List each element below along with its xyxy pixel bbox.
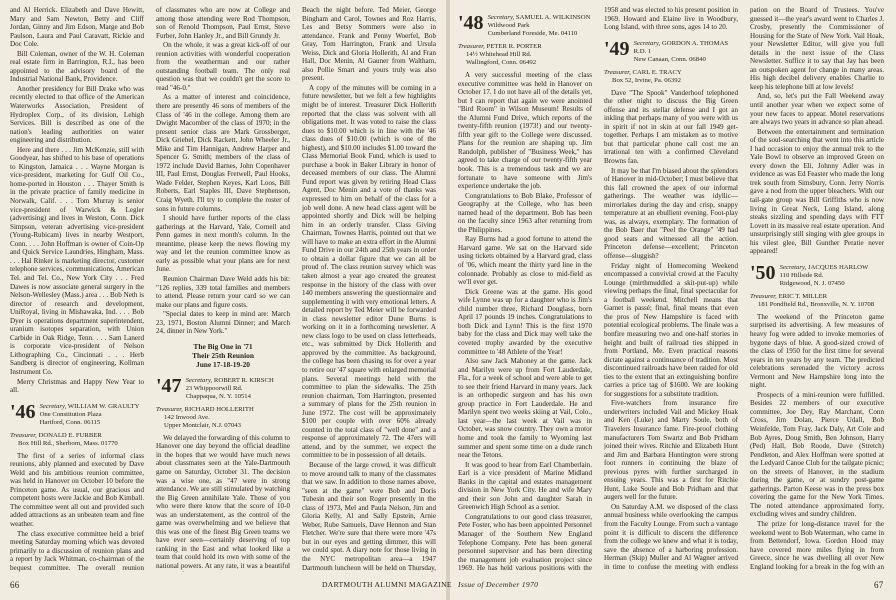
treasurer-info bbox=[156, 406, 290, 430]
reunion-notice-line: The Big One in '71 bbox=[193, 341, 253, 351]
secretary-label: Secretary, bbox=[487, 14, 515, 21]
article-paragraph: Merry Christmas and Happy New Year to all. bbox=[10, 377, 144, 395]
article-paragraph: And, so, let's put the Fall Weekend away until another year when we expect some of your new faces to appear. Motel reservations are always two years in advance so plan ahead. bbox=[750, 92, 884, 127]
article-paragraph: and Al Herrick. Elizabeth and Dave Hewitt, Mary and Sam Newton, Betty and Cliff Jordan, Ginny and Jim Edson, Marge and Bob Paulson, Laura and Paul Caravatt, Rickie and Doc Cole. bbox=[10, 6, 144, 49]
article-paragraph: Another presidency for Bill Drake who was recently elected to that office of the American Waterworks Association, President of Hydroplex Corp., of its division, Lehigh Services. Bill is described as one of the nation's leading authorities on water engineering and distribution. bbox=[10, 84, 144, 145]
secretary-address: One Constitution Plaza bbox=[39, 410, 102, 418]
column-1 bbox=[10, 6, 144, 572]
class-secretary-info bbox=[186, 377, 274, 401]
page-number-left: 66 bbox=[10, 580, 20, 590]
column-5 bbox=[604, 6, 738, 572]
column-6 bbox=[750, 6, 884, 572]
article-paragraph: Ray Burns had a good fortune to attend the Harvard game. We sat on the Harvard side using tickets obtained by a Harvard grad, class of '06, which meant the thirty yard line in the colonnade. Probably as close to mid-field as we'll ever get. bbox=[458, 235, 592, 287]
class-year: '48 bbox=[458, 12, 484, 34]
secretary-label: Secretary, bbox=[633, 39, 661, 47]
treasurer-info bbox=[604, 69, 738, 85]
article-paragraph: On the whole, it was a great kick-off of our reunion activities with wonderful cooperation from the weatherman and our rather outstanding football team. The only real question was that we couldn't get the score to read "46-0." bbox=[156, 41, 290, 92]
class-secretary-info bbox=[488, 14, 591, 38]
reunion-notice-line: Their 25th Reunion bbox=[192, 350, 254, 360]
class-secretary-info bbox=[634, 40, 729, 64]
treasurer-address: 142 Inwood Ave. bbox=[164, 413, 210, 421]
article-paragraph: pation on the Board of Trustees. You've guessed it—the year's award went to Charles J. Crosby, presently the Commissioner of Housing for the State of New York. Vail Hoak, your Newsletter Editor, will give you full details in the next issue of the Class Newsletter. Suffice it to say that Jay has been an outspoken agent for change in many areas. His high decibel delivery enables Charlie to keep his telephone bill at low levels! bbox=[750, 6, 884, 91]
treasurer-city: Upper Montclair, N.J. 07043 bbox=[164, 421, 241, 429]
article-paragraph: 1958 and was elected to his present position in 1969. Howard and Elaine live in Woodbury, Long Island, with three sons, ages 14 to 20. bbox=[604, 6, 738, 32]
article-paragraph: Reunion Chairman Dave Weld adds his bit: "126 replies, 339 total families and members to attend. Please return your card so we can make our plans and figure costs. bbox=[156, 274, 290, 309]
treasurer-address: 181 Pondfield Rd., Bronxville, N. Y. 10708 bbox=[758, 300, 875, 308]
article-paragraph: It was good to hear from Earl Chamberlain. Earl is a vice president of Marine Midland Banks in the capital and estates management division in New York City. He and wife Mary and their son John and daughter Sarah in Greenwich High School as a senior. bbox=[458, 460, 592, 512]
class-heading bbox=[10, 400, 144, 427]
secretary-line: Secretary, GORDON A. THOMAS bbox=[633, 39, 729, 47]
issue-date-footer: Issue of December 1970 bbox=[458, 580, 539, 589]
treasurer-line: Treasurer, CARL E. TRACY bbox=[604, 68, 682, 76]
class-heading bbox=[458, 14, 592, 38]
article-paragraph: "Special dates to keep in mind are: March 23, 1971, Boston Alumni Dinner; and March 24, dinner in New York." bbox=[156, 310, 290, 336]
treasurer-info bbox=[10, 432, 144, 448]
treasurer-line: Treasurer, ERIC T. MILLER bbox=[750, 292, 828, 300]
secretary-line: Secretary, JACQUES HARLOW bbox=[779, 263, 869, 271]
secretary-city: Chappaqua, N. Y. 10514 bbox=[185, 392, 251, 400]
article-paragraph: Friday night of Homecoming Weekend encompassed a convivial crowd at the Faculty Lounge (mirthmuddled a skit-put-up) while viewing perhaps the final, final spectacular for a football weekend. Mitchell means that Garnet is passé; final, final means that even the pros of New Hampshire is faced with potential ecological problems. The finale was a bonfire measuring two and one-half stories in height and built of railroad ties shipped in from Portland, Me. Even practical reasons dictate against a continuance of tradition. Most discontinued railroads have been raided for old ties to the extent that an extinguishing bonfire carries a price tag of $1600. We are looking for suggestions for a substitute tradition. bbox=[604, 261, 738, 398]
article-paragraph: Also saw Jack Mahoney at the game. Jack and Marilyn were up from Fort Lauderdale, Fla., for a week of school and were able to get to see their friend Harvard in many years. Jack is an orthopedic surgeon and has his own group practice in Fort Lauderdale. He and Marilyn spent two weeks skiing at Vail, Colo., last year—the last week at Vail was in October, was snow country. They own a motor home and took the family to Wyoming last summer and spent some time on a dude ranch near the Tetons. bbox=[458, 357, 592, 460]
secretary-line: Secretary, ROBERT R. KIRSCH bbox=[185, 376, 274, 384]
treasurer-label: Treasurer, bbox=[458, 43, 485, 50]
secretary-address: R.D. 1 bbox=[633, 47, 652, 55]
article-paragraph: The class executive committee held a brief meeting Saturday morning which was devoted primarily to a discussion of reunion plans and a report by Jack Whitman, co-chairman of the bequest committee. The overall reunion bbox=[10, 529, 144, 572]
secretary-address: 23 Whippoorwill Rd. bbox=[185, 384, 243, 392]
treasurer-line: Treasurer, DONALD E. FURBER bbox=[10, 431, 102, 439]
class-year: '47 bbox=[156, 374, 182, 397]
reunion-notice bbox=[156, 342, 290, 369]
reunion-notice-line: June 17-18-19-20 bbox=[196, 359, 250, 369]
treasurer-line: Treasurer, PETER R. PORTER bbox=[458, 43, 542, 50]
secretary-label: Secretary, bbox=[779, 263, 807, 271]
secretary-city: Ridgewood, N. J. 07450 bbox=[779, 279, 845, 287]
secretary-label: Secretary, bbox=[185, 376, 213, 384]
class-secretary-info bbox=[40, 403, 140, 427]
article-paragraph: Beach the night before. Ted Meier, George Bingham and Carol, Townes and Roz Harris, Les and Betsy Sommers were also in attendance. Frank and Penny Woerfel, Bob Gray, Tom Harrington, Frank and Ursula Weiss, Dick and Gloria Hollerith, Al and Fran Hall, Doc Menin, Al Gauner from Waltham, also Pollie Smart and yours truly was also present. bbox=[302, 6, 436, 83]
treasurer-label: Treasurer, bbox=[750, 292, 777, 300]
article-paragraph: Congratulations to our good class treasurer, Pete Foster, who has been appointed Personnel Manager of the Southern New England Telephone Company. Pete has been general personnel supervisor and has been directing the management job evaluation project since 1969. He has held various positions with the bbox=[458, 512, 592, 572]
article-paragraph: Prospects of a mini-reunion were fulfilled. Besides 22 members of our executive committee, Joe Dey, Ray Marchant, Conn Cross, Jim Dolan, Pierce Udall, Bob Weinfelde, Tom Fray, Jack Daly, Art Cole and Bob Ayres, Doug Smith, Ben Johnson, Harry (Ped) Hall, Bob Roode, Dave (Stretch) Pendleton, and Alex Hoffman were spotted at the Ledyard Canoe Club for the tailgate picnic; on the streets of Hanover, in the stadium during the game, or at sundry post-game gatherings. Parton Keese was in the press box covering the game for the New York Times. The noted attendance approximated forty, excluding wives and sundry children. bbox=[750, 390, 884, 519]
article-paragraph: On Saturday A.M. we disposed of the class annual business while overlooking the campus from the Faculty Lounge. From such a vantage point it is difficult to discern the difference from the college we knew and what it is today, save the absence of a harboring profession. Herman (Skip) Muller and Al Wagner arrived in time to confuse the meeting with endless bbox=[604, 502, 738, 571]
article-paragraph: The weekend of the Princeton game surprised its advertising. A few measures of heavy fog were added to invoke memories of bygone days of blue. A good-sized crowd of the class of 1950 for the first time for several years in ten years by any team. The predicted celebrations serenaded the victory across Vermont and New Hampshire long into the night. bbox=[750, 312, 884, 390]
column-4 bbox=[458, 6, 592, 572]
article-paragraph: It may be that I'm biased about the splendors of Hanover in mid-October; I must believe that this fall crowned the apex of our informal gatherings. The weather was idyllic—mirrorlakes during the day and crisp, snappy temperature at an ebullient evening. Foot-play was, as always, exemplary. The formation of the Bob Baer that "Peel the Orange" '49 had good seats and witnessed all the action. Princeton defense—excellent; Princeton offense—sluggish? bbox=[604, 166, 738, 261]
article-paragraph: of classmates who are now at College and among those attending were Rod Thompson, son of Renold Thompson, Paul Ernst, Steve Furber, John Hanley Jr., and Bill Grundy Jr. bbox=[156, 6, 290, 40]
article-paragraph: A very successful meeting of the class executive committee was held in Hanover on October 17. I do not have all of the details yet, but I can report that again we were anointed "Bird Room" in Wilson Museum! Results of the Alumni Fund Drive, which reports of the twenty-fifth reunion (1973!) and our twenty-fifth year gift to the College were discussed. Plans for the reunion are shaping up. Jim Randolph, publisher of "Business Week," has agreed to take charge of our twenty-fifth year book. This is a tremendous task and we are fortunate to have someone with Jim's experience undertake the job. bbox=[458, 71, 592, 191]
article-paragraph: Bill Coleman, owner of the W. H. Coleman real estate firm in Barrington, R.I., has been appointed to the advisory board of the Industrial National Bank, Providence. bbox=[10, 49, 144, 84]
class-heading bbox=[604, 37, 738, 64]
article-paragraph: Here and there . . . Jim McKenzie, still with Goodyear, has shifted to his base of operations to Kingston, Jamaica . . . Wayne Morgan is vice-president, marketing for Gulf Oil Co., home-ported in Houston . . . Thayer Smith is in the private practice of family medicine in Norwalk, Calif. . . . Tom Murray is senior vice-president of Warwick & Legler (advertising) and lives in Weston, Conn. Dick Simpson, veteran advertising vice-president (Young-Rubicam) lives in nearby Westport, Conn. . . . John Hoffman is owner of Coin-Op and Quick Service Laundries, Hingham, Mass. . . . Hal Rinker is marketing director, customer telephone services, communications, American Tel. and Tel. Co., New York City . . . Fred Dawes is now associate general surgery in the Nelson-Wellesley (Mass.) area . . . Bob Neth is director of research and development, UniRoyal, living in Mishawaka, Ind. . . . Bob Dyer is operations department superintendent, uranium isotopes separation, with Union Carbide in Oak Ridge, Tenn. . . . Sam Lanerd is corporate vice-president of Nelson Lithographing Co., Cincinnati . . . Herb Sandberg is director of engineering, Kollman Instrument Co. bbox=[10, 145, 144, 376]
secretary-label: Secretary, bbox=[39, 402, 67, 410]
treasurer-info bbox=[458, 43, 592, 67]
article-paragraph: The prize for long-distance travel for the weekend went to Bob Waterman, who came in from Bettendorf, Iowa. Gordon Hood may have covered more miles flying in from Greece, since he was dwelling all over New England looking for a break in the fog with an bbox=[750, 519, 884, 571]
secretary-city: New Canaan, Conn. 06840 bbox=[633, 55, 706, 63]
article-paragraph: The first of a series of informal class reunions, ably planned and executed by Dave Weld and his ambitious reunion committee, was held in Hanover on October 10 before the Princeton game. As usual, our gracious and competent hosts were Jackie and Bob Kimball. The committee went all out and provided such added attractions as an unbeaten team and fine weather. bbox=[10, 451, 144, 528]
page-number-right: 67 bbox=[874, 580, 884, 590]
treasurer-label: Treasurer, bbox=[10, 431, 37, 439]
column-3 bbox=[302, 6, 436, 572]
article-paragraph: I should have further reports of the class gatherings at the Harvard, Yale, Cornell and Penn games in next month's column. In the meantime, please keep the news flowing my way and let the reunion committee know as early as possible what your plans are for next June. bbox=[156, 214, 290, 274]
article-paragraph: We delayed the forwarding of this column to Hanover one day beyond the official deadline in the hopes that we would have much news about classmates seen at the Yale-Dartmouth game on Saturday, October 31. The decision was a wise one, as "47 were in strong attendance. We are still stimulated by watching the Big Green annihilate Yale. Those of you who were there know that the score of 10-0 was an understatement, as the control of the game was overwhelming and we believe that this was one of the finest Big Green teams we have ever seen—certainly deserving of top ranking in the East and what looked like a team that could hold its own with some of the national powers. At any rate, it was a beautiful bbox=[156, 433, 290, 570]
article-paragraph: As a matter of interest and coincidence, there are presently 46 sons of members of the Class of '46 in the college. Among them are Dwight Macomber of the class of 1970; in the present senior class are Mark Grossberger, Dick Griebel, Dick Rackett, John Wheeler Jr., Mike and Tim Hannigan, Andrew Harper and Spencer G. Smith; members of the class of 1972 include David Barnes, John Copenhaver III, Paul Ernst, Douglas Fretwell, Paul Hooks, Wade Felder, Stephen Keyes, Karl Loos, Bill Roberts, Earl Staples III, Dave Stephenson, Craig Wyeth. I'll try to complete the roster of sons in future columns. bbox=[156, 93, 290, 213]
treasurer-label: Treasurer, bbox=[156, 405, 183, 413]
article-paragraph: Five-watchers from insurance fire underwriters included Vail and Mickey Hoak and Ken (Luke) and Marty Soule, both of Travelers Insurance fame. Fire-proof clothing manufacturers Tom Swartz and Bob Pridham joined their wives. Ritchie and Elizabeth Hunt and Jim and Barbara Huntington were strong foot runners in continuing the blaze of previous pyres with further surcharged in ensuing years. This was a first for Ritchie Hunt, Luke Soule and Bob Pridham and that augers well for the future. bbox=[604, 399, 738, 502]
treasurer-city: Wallingford, Conn. 06492 bbox=[466, 59, 537, 66]
treasurer-info bbox=[750, 293, 884, 309]
treasurer-label: Treasurer, bbox=[604, 68, 631, 76]
article-paragraph: A copy of the minutes will be coming in a future newsletter, but we felt a few highlights might be of interest. Treasurer Dick Hollerith reported that the class was solvent with all obligations met. It was voted to raise the class dues to $10.00 which is in line with the '46 class dues of $10.00 (which is one of the highest), and $10.00 includes $1.00 toward the Class Memorial Book Fund, which is used to purchase a book in Baker Library in honor of deceased members of our class. The Alumni Fund report was given by retiring Head Class Agent, Doc Menin and a vote of thanks was expressed to him on behalf of the class for a job well done. A new head class agent will be appointed shortly and Dick will be helping him in an orderly transfer. Class Giving Chairman, Townes Harris, pointed out that we will have to make an extra effort in the Alumni Fund Drive in our 24th and 25th years in order to obtain a dollar figure that we can all be proud of. The class reunion survey which was taken almost a year ago created the greatest response in the history of the class with over 140 members answering the questionnaire and supplementing it with very emotional letters. A detailed report by Ted Meier will be forwarded in class newsletter editor Dune Burns is working on it in a forthcoming newsletter. A new class logo to be used on class letterheads, etc., was submitted by Dick Hollerith and approved by the committee. As background, the college has been chasing us for over a year to retire our '47 square with enlarged memorial plans. Several meetings held with the committee to plan the sidewalks. The 25th reunion chairman, Tom Harrington, presented a summary of plans for the 25th reunion in June 1972. The cost will be approximately $100 per couple with over 60% already counted in the total class of "well done" and a response of approximately 72. The 47ers will attend, and by the summer, we expect the committee to be in possession of all details. bbox=[302, 83, 436, 460]
article-paragraph: Congratulations to Bob Blake, Professor of Geography at the College, who has been named head of the department. Bob has been on the faculty since 1963 after returning from the Philippines. bbox=[458, 191, 592, 234]
treasurer-address: Box Hill Rd., Sherborn, Mass. 01770 bbox=[18, 439, 118, 447]
class-heading bbox=[156, 374, 290, 401]
magazine-title-footer: DARTMOUTH ALUMNI MAGAZINE bbox=[322, 580, 452, 589]
class-year: '46 bbox=[10, 400, 36, 423]
class-heading bbox=[750, 261, 884, 288]
secretary-city: Hartford, Conn. 06115 bbox=[39, 418, 101, 426]
secretary-address: 110 Hillside Rd. bbox=[779, 271, 824, 279]
column-2 bbox=[156, 6, 290, 572]
secretary-line: Secretary, WILLIAM W. GRAULTY bbox=[39, 402, 140, 410]
class-secretary-info bbox=[780, 264, 869, 288]
article-paragraph: Dick Greene was at the game. His good wife Lynne was up for a daughter who is Jim's child number three, Richard Douglass, born April 17 pounds 19 inches. Congratulations to both Dick and Lynn! This is the first 1970 baby for the class and Dick may well take the coveted trophy awarded by the executive committee to '48 Athlete of the Year! bbox=[458, 287, 592, 356]
secretary-city: Cumberland Foreside, Me. 04110 bbox=[487, 30, 578, 37]
article-paragraph: Dave "The Spook" Vanderhoof telephoned the other night to discuss the Big Green offense and its stellar defense and I got an inkling that perhaps many of you were with us in spirit if not in skin at our fall 1949 get-together. Perhaps I am mistaken as to motive but that particular phone call cost me an irrational ten with a confirmed Cleveland Browns fan. bbox=[604, 88, 738, 166]
treasurer-address: 14½ Whitehead Hill Rd. bbox=[466, 51, 532, 58]
article-paragraph: Because of the large crowd, it was difficult to move around talk to many of the classmates that we saw. In addition to those names above, "seen at the game" were Bob and Doris Tubesin and their son Roger presently in the class of 1973, Mel and Paula Nelson, Jim and Gloria Kelly, Al and Sally Epstein, Arnie Weber, Rube Samuels, Dave Hennon and Stan Fletcher. We're sure that there were more '47s but in our eyes and getting dimmer, this will we could spot. A diary note for those living in the NYC metropolitan area—a 1947 Dartmouth luncheon will be held on Thursday, bbox=[302, 460, 436, 572]
class-year: '49 bbox=[604, 37, 630, 60]
secretary-line: Secretary, SAMUEL A. WILKINSON bbox=[487, 14, 591, 21]
class-year: '50 bbox=[750, 261, 776, 284]
treasurer-line: Treasurer, RICHARD HOLLERITH bbox=[156, 405, 254, 413]
secretary-address: Wildwood Park bbox=[487, 22, 530, 29]
article-paragraph: Between the entertainment and termination of the soul-searching that went into this article I had occasion to enjoy the annual trek to the Yale Bowl to observe an improved Green on every down the Eli. Johnny Adler was in evidence as was Ed Feaster who made the long trek south from Simsbury, Conn. Jerry Norris gave a nod from the upper bleachers. With our tail-gate group was Bill Griffiths who is now living in Great Neck, Long Island, along steaks sizzling and spending days with FTT Lovett in its massive real estate operation. And unsurprisingly still singing with glee groups in his vilest glee, Bill Gunther Peratie never appeared! bbox=[750, 127, 884, 256]
treasurer-address: Box 52, Irvine, Pa. 06392 bbox=[612, 76, 681, 84]
